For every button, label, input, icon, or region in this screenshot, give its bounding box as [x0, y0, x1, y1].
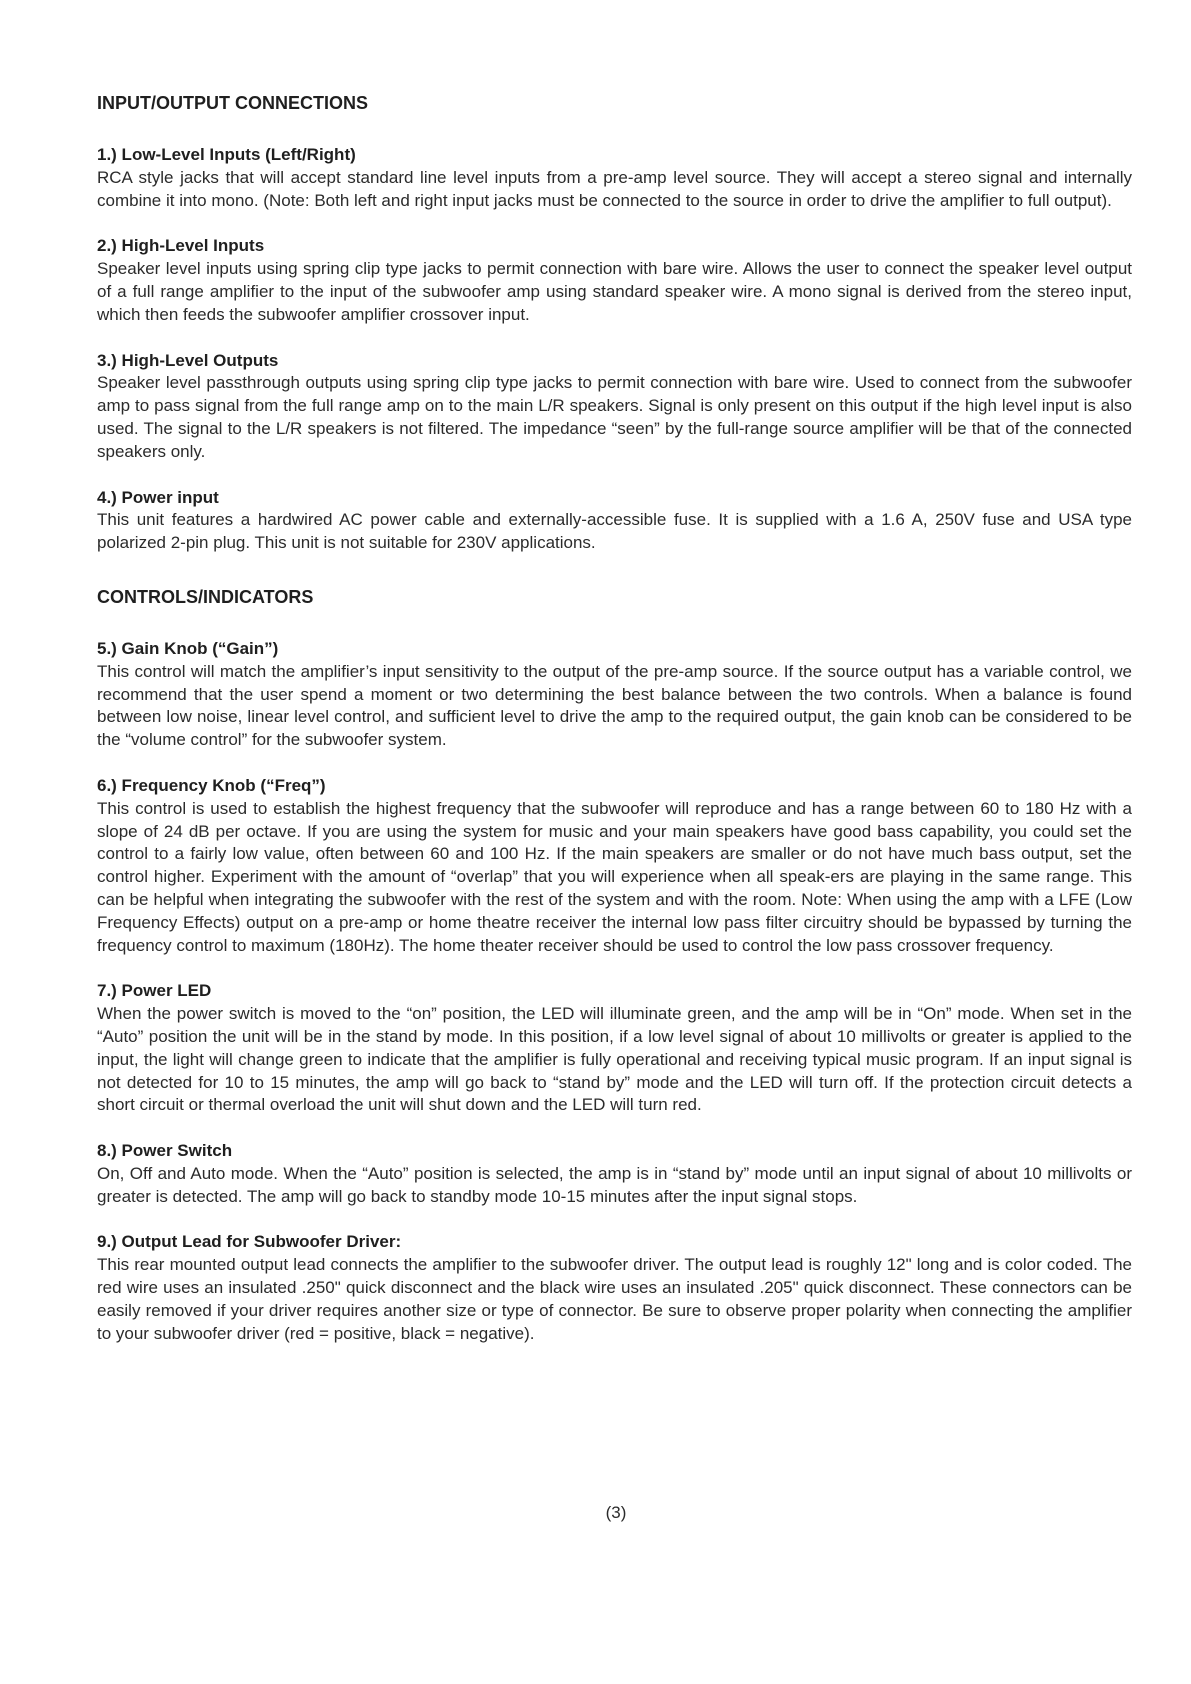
item-body: Speaker level inputs using spring clip type jacks to permit connection with bare wire. Allows the user to connect the speaker level output of a full range amplifier to the input of the subwoofer amp using standard speaker wire. A mono signal is derived from the stereo input, which then feeds the subwoofer amplifier crossover input.: [97, 259, 1132, 324]
item-gain-knob: [97, 638, 1132, 752]
item-title: 6.) Frequency Knob (“Freq”): [97, 775, 326, 795]
item-high-level-outputs: [97, 350, 1132, 464]
section-heading-controls-indicators: CONTROLS/INDICATORS: [97, 586, 314, 607]
item-frequency-knob: [97, 775, 1132, 957]
item-output-lead: [97, 1231, 1132, 1345]
item-title: 1.) Low-Level Inputs (Left/Right): [97, 145, 356, 164]
item-body: This control will match the amplifier’s input sensitivity to the output of the pre-amp source. If the source output has a variable control, we recommend that the user spend a moment or two determining the best balance between the two controls. When a balance is found between low noise, linear level control, and sufficient level to drive the amp to the required output, the gain knob can be considered to be the “volume control” for the subwoofer system.: [97, 661, 1132, 750]
item-power-input: [97, 487, 1132, 555]
item-title: 3.) High-Level Outputs: [97, 350, 279, 370]
item-body: RCA style jacks that will accept standard line level inputs from a pre-amp level source. They will accept a stereo signal and internally combine it into mono. (Note: Both left and right input jacks must be connected to the source in order to drive the amplifier to full output).: [97, 167, 1132, 210]
item-power-switch: [97, 1140, 1132, 1208]
page-number: (3): [605, 1503, 627, 1522]
item-title: 2.) High-Level Inputs: [97, 236, 265, 256]
item-title: 7.) Power LED: [97, 981, 212, 1001]
item-title: 5.) Gain Knob (“Gain”): [97, 638, 279, 658]
item-high-level-inputs: [97, 235, 1132, 326]
item-body: When the power switch is moved to the “on” position, the LED will illuminate green, and the amp will be in “On” mode. When set in the “Auto” position the unit will be in the stand by mode. In this position, if a low level signal of about 10 millivolts or greater is applied to the input, the light will change green to indicate that the amplifier is fully operational and receiving typical music program. If an input signal is not detected for 10 to 15 minutes, the amp will go back to “stand by” mode and the LED will turn off. If the protection circuit detects a short circuit or thermal overload the unit will shut down and the LED will turn red.: [97, 1004, 1132, 1115]
item-body: This control is used to establish the highest frequency that the subwoofer will reproduce and has a range between 60 to 180 Hz with a slope of 24 dB per octave. If you are using the system for music and your main speakers have good bass capability, you could set the control to a fairly low value, often between 60 and 100 Hz. If the main speakers are smaller or do not have much bass output, set the control higher. Experiment with the amount of “overlap” that you will experience when all speak-ers are playing in the same range. This can be helpful when integrating the subwoofer with the rest of the system and with the room. Note: When using the amp with a LFE (Low Frequency Effects) output on a pre-amp or home theatre receiver the internal low pass filter circuitry should be bypassed by turning the frequency control to maximum (180Hz). The home theater receiver should be used to control the low pass crossover frequency.: [97, 798, 1132, 955]
item-title: 4.) Power input: [97, 487, 219, 507]
item-body: This unit features a hardwired AC power cable and externally-accessible fuse. It is supplied with a 1.6 A, 250V fuse and USA type polarized 2-pin plug. This unit is not suitable for 230V applications.: [97, 510, 1132, 553]
document-page: [97, 92, 1132, 1368]
item-power-led: [97, 980, 1132, 1117]
section-spacer: [97, 578, 1132, 586]
item-title: 9.) Output Lead for Subwoofer Driver:: [97, 1232, 402, 1252]
item-body: This rear mounted output lead connects the amplifier to the subwoofer driver. The output lead is roughly 12" long and is color coded. The red wire uses an insulated .250" quick disconnect and the black wire uses an insulated .205" quick disconnect. These connectors can be easily removed if your driver requires another size or type of connector. Be sure to observe proper polarity when connecting the amplifier to your subwoofer driver (red = positive, black = negative).: [97, 1255, 1132, 1343]
item-low-level-inputs: [97, 144, 1132, 212]
item-body: Speaker level passthrough outputs using spring clip type jacks to permit connection with bare wire. Used to connect from the subwoofer amp to pass signal from the full range amp on to the main L/R speakers. Signal is only present on this output if the high level input is also used. The signal to the L/R speakers is not filtered. The impedance “seen” by the full-range source amplifier will be that of the connected speakers only.: [97, 373, 1132, 461]
item-body: On, Off and Auto mode. When the “Auto” position is selected, the amp is in “stand by” mode until an input signal of about 10 millivolts or greater is detected. The amp will go back to standby mode 10-15 minutes after the input signal stops.: [97, 1163, 1132, 1206]
item-title: 8.) Power Switch: [97, 1141, 233, 1161]
section-heading-io-connections: INPUT/OUTPUT CONNECTIONS: [97, 93, 369, 113]
